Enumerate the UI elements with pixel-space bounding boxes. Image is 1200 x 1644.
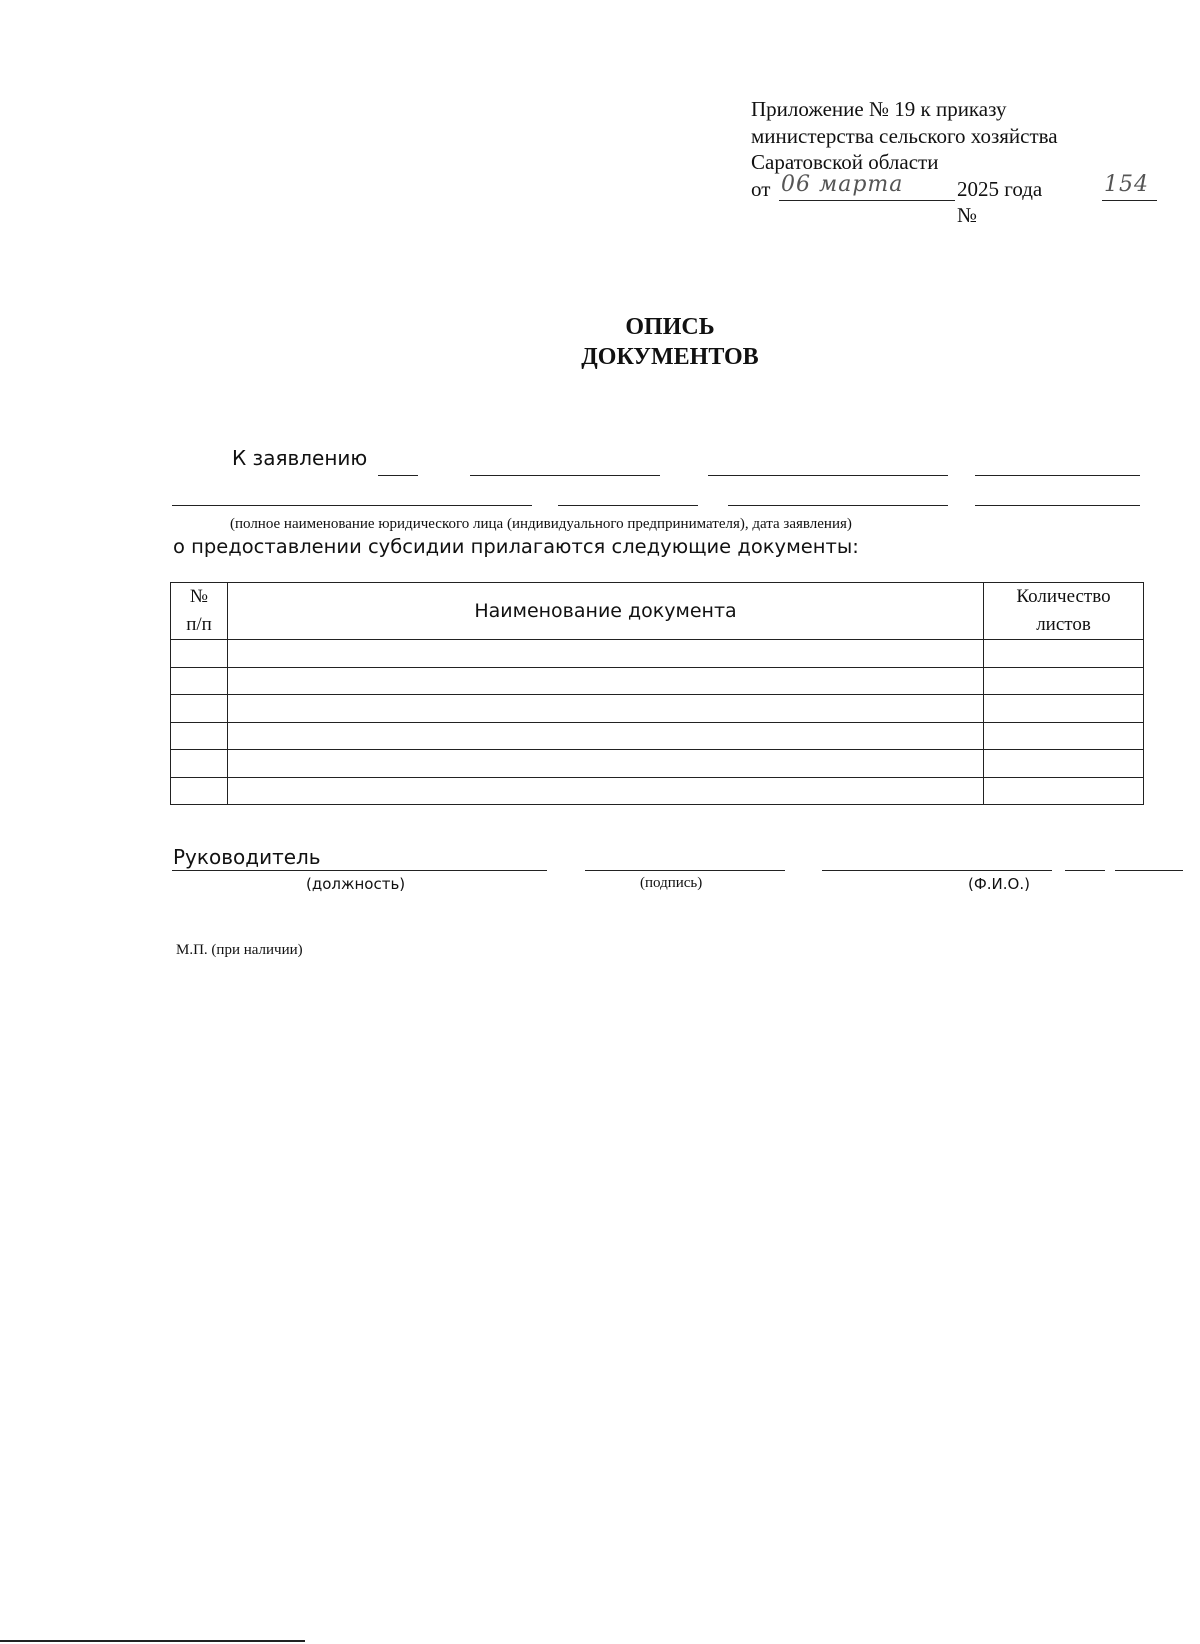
appendix-block xyxy=(751,96,1149,227)
title-line-2: ДОКУМЕНТОВ xyxy=(581,344,759,370)
header-name: Наименование документа xyxy=(228,583,984,640)
header-number xyxy=(171,583,228,640)
handwritten-number: 154 xyxy=(1104,171,1149,197)
application-field-line-2 xyxy=(470,475,660,476)
row-number-cell xyxy=(171,640,228,668)
row-qty-cell xyxy=(984,722,1144,750)
application-label: К заявлению xyxy=(232,446,368,470)
row-name-cell xyxy=(228,722,984,750)
row-qty-cell xyxy=(984,640,1144,668)
row-name-cell xyxy=(228,750,984,778)
row-qty-cell xyxy=(984,695,1144,723)
table-row xyxy=(171,722,1144,750)
appendix-line-1: Приложение № 19 к приказу xyxy=(751,97,1007,121)
application-field-line-1 xyxy=(378,475,418,476)
application-field-line-5 xyxy=(172,505,532,506)
header-qty xyxy=(984,583,1144,640)
table-header-row xyxy=(171,583,1144,640)
row-number-cell xyxy=(171,722,228,750)
signature-label: (подпись) xyxy=(640,875,703,891)
application-field-line-8 xyxy=(975,505,1140,506)
row-name-cell xyxy=(228,695,984,723)
application-caption: (полное наименование юридического лица (индивидуального предпринимателя), дата заявления) xyxy=(230,516,852,532)
name-field-line-1 xyxy=(822,870,1052,871)
title-line-1: ОПИСЬ xyxy=(625,314,715,340)
table-row xyxy=(171,640,1144,668)
row-number-cell xyxy=(171,750,228,778)
stamp-label: М.П. (при наличии) xyxy=(176,942,303,958)
row-name-cell xyxy=(228,777,984,805)
row-name-cell xyxy=(228,640,984,668)
position-label: (должность) xyxy=(306,875,406,893)
bottom-scan-line xyxy=(0,1640,305,1642)
row-qty-cell xyxy=(984,667,1144,695)
attach-text: о предоставлении субсидии прилагаются следующие документы: xyxy=(173,535,859,558)
header-number-line-1: № xyxy=(189,586,209,607)
application-field-line-3 xyxy=(708,475,948,476)
date-year: 2025 года № xyxy=(957,176,1043,227)
application-field-line-4 xyxy=(975,475,1140,476)
row-number-cell xyxy=(171,667,228,695)
application-field-line-6 xyxy=(558,505,698,506)
position-field-line xyxy=(172,870,547,871)
name-field-line-2 xyxy=(1065,870,1105,871)
appendix-date-line xyxy=(751,171,1149,227)
table-row xyxy=(171,695,1144,723)
row-name-cell xyxy=(228,667,984,695)
application-field-line-7 xyxy=(728,505,948,506)
header-qty-line-1: Количество xyxy=(1016,586,1111,607)
appendix-line-3: Саратовской области xyxy=(751,150,939,174)
signature-field-line xyxy=(585,870,785,871)
header-qty-line-2: листов xyxy=(1036,614,1091,635)
table-row xyxy=(171,667,1144,695)
documents-table xyxy=(170,582,1144,805)
date-underline xyxy=(779,200,955,201)
signature-role: Руководитель xyxy=(173,845,321,869)
name-field-line-3 xyxy=(1115,870,1183,871)
appendix-line-2: министерства сельского хозяйства xyxy=(751,123,1058,148)
header-number-line-2: п/п xyxy=(186,614,212,635)
handwritten-date: 06 марта xyxy=(781,171,904,197)
row-number-cell xyxy=(171,695,228,723)
table-row xyxy=(171,750,1144,778)
date-prefix: от xyxy=(751,176,771,201)
number-underline xyxy=(1102,200,1157,201)
name-label: (Ф.И.О.) xyxy=(968,875,1030,893)
document-title xyxy=(0,312,1200,372)
table-row xyxy=(171,777,1144,805)
row-qty-cell xyxy=(984,750,1144,778)
row-number-cell xyxy=(171,777,228,805)
row-qty-cell xyxy=(984,777,1144,805)
